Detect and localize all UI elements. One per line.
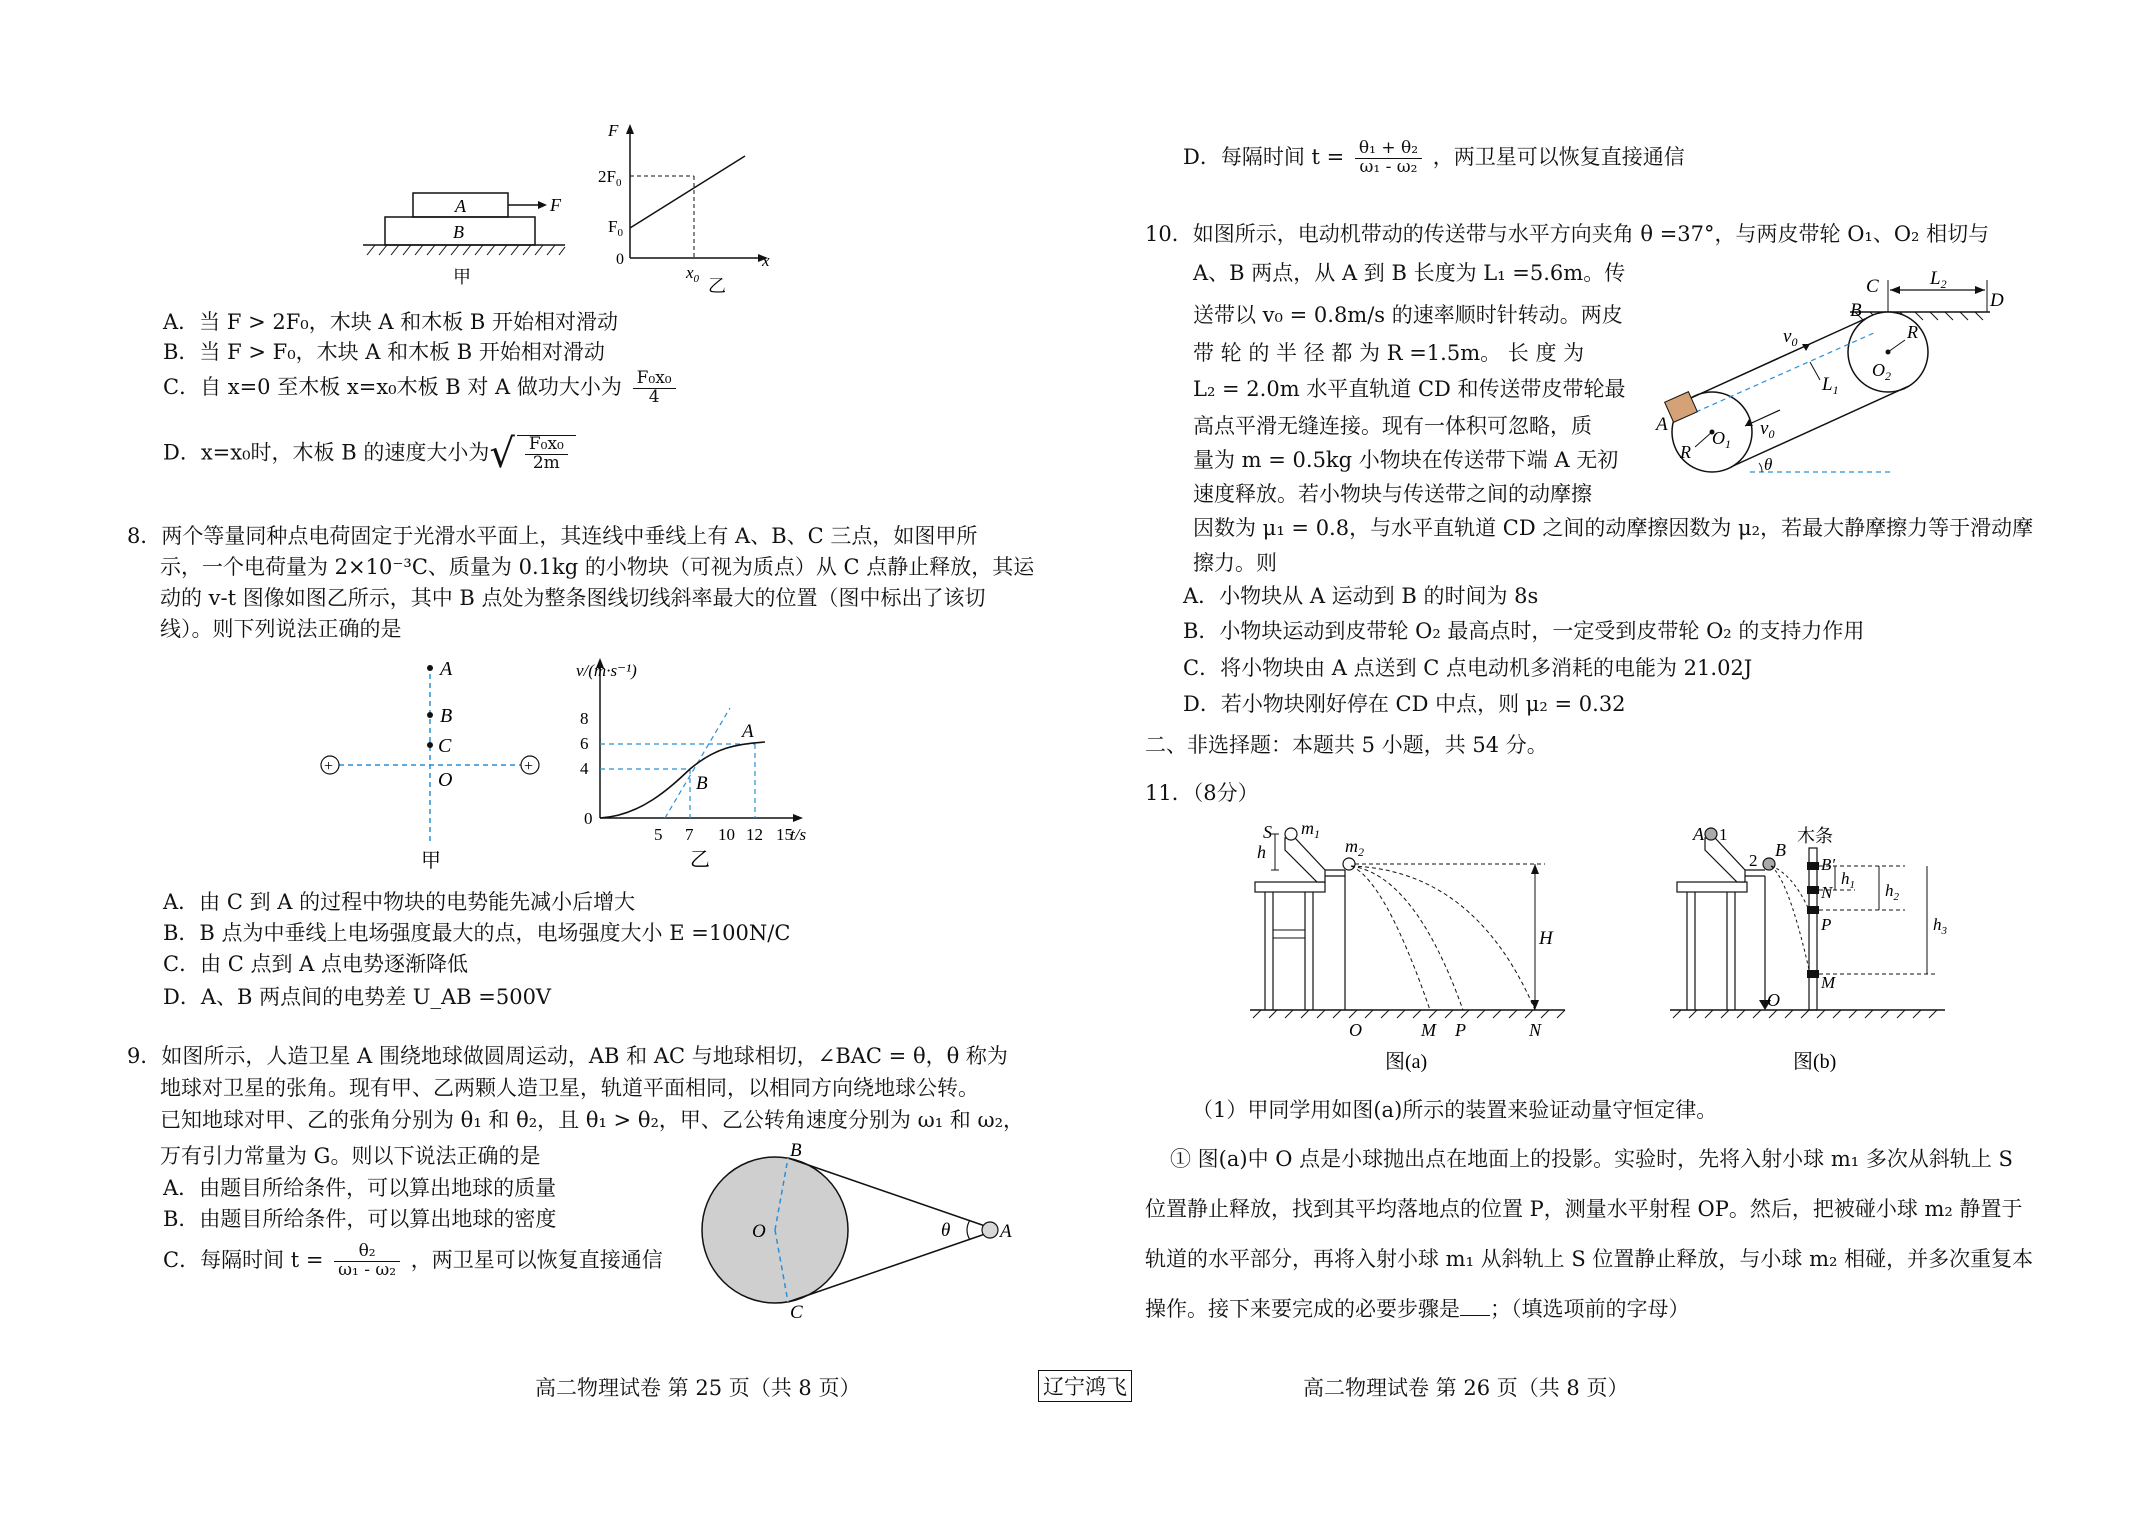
- q11-para-2: 位置静止释放，找到其平均落地点的位置 P，测量水平射程 OP。然后，把被碰小球 m₂ 静置于: [1145, 1197, 2023, 1221]
- q8-stem-1: 8．两个等量同种点电荷固定于光滑水平面上，其连线中垂线上有 A、B、C 三点，如图甲所: [127, 524, 978, 548]
- q8-figure-yi: [570, 648, 830, 873]
- caption-yi: 乙: [690, 849, 710, 871]
- point-o: O: [752, 1221, 766, 1242]
- q9-option-c: [163, 1243, 663, 1280]
- xtick-12: 12: [746, 825, 763, 844]
- q10-figure: [1650, 262, 2035, 492]
- label-l1: $L_1$: [1822, 374, 1839, 397]
- point-b: B: [440, 705, 453, 727]
- q9-option-a: A．由题目所给条件，可以算出地球的质量: [163, 1176, 557, 1200]
- satellite: [982, 1222, 998, 1238]
- q10-full-1: 因数为 μ₁ = 0.8，与水平直轨道 CD 之间的动摩擦因数为 μ₂，若最大静摩擦力等于滑动摩: [1193, 516, 2034, 540]
- numerator: F₀x₀: [525, 436, 568, 455]
- q9-stem-4: 万有引力常量为 G。则以下说法正确的是: [160, 1144, 541, 1168]
- caption-a: 图(a): [1385, 1051, 1428, 1073]
- label-wood: 木条: [1797, 826, 1833, 846]
- footer-right: 高二物理试卷 第 26 页（共 8 页）: [1303, 1376, 1629, 1400]
- denominator: ω₁ - ω₂: [1359, 156, 1418, 177]
- q11-part-1: （1）甲同学用如图(a)所示的装置来验证动量守恒定律。: [1192, 1098, 1718, 1122]
- label-v0-bottom: $v_0$: [1760, 418, 1775, 441]
- point-b: B: [790, 1140, 802, 1161]
- q7-figure-jia: [355, 185, 575, 295]
- q8-stem-2: 示，一个电荷量为 2×10⁻³C、质量为 0.1kg 的小物块（可视为质点）从 C 点静止释放，其运: [160, 555, 1035, 579]
- fraction: [1355, 140, 1422, 177]
- ball-2: [1763, 858, 1775, 870]
- point-c: C: [438, 735, 452, 757]
- q11-figure-b: [1665, 820, 1965, 1080]
- q8-option-d: D．A、B 两点间的电势差 U_AB =500V: [163, 985, 552, 1009]
- tick-2f0: $2F_0$: [598, 167, 622, 189]
- force-line: [630, 156, 745, 228]
- caption-yi: 乙: [708, 276, 726, 296]
- label-h2: $h_2$: [1885, 881, 1899, 903]
- q10-wrap-5: 高点平滑无缝连接。现有一体积可忽略，质: [1193, 414, 1592, 438]
- label-p: P: [1821, 915, 1832, 934]
- label-o: O: [1349, 1020, 1362, 1040]
- label-m1: $m_1$: [1301, 820, 1320, 841]
- q9-option-d-tail: ，两卫星可以恢复直接通信: [1432, 144, 1685, 169]
- fraction: [334, 1243, 400, 1280]
- label-l2: $L_2$: [1930, 268, 1947, 291]
- ytick-6: 6: [580, 734, 589, 753]
- q9-option-d: [1183, 140, 1685, 177]
- q9-option-d-text: D．每隔时间 t =: [1183, 144, 1345, 169]
- q7-option-d-text: D．x=x₀时，木板 B 的速度大小为: [163, 440, 490, 465]
- label-r-left: R: [1680, 442, 1691, 462]
- label-m: M: [1821, 973, 1836, 992]
- label-o1: $O_1$: [1712, 428, 1731, 451]
- label-b-prime: B′: [1821, 855, 1836, 874]
- sqrt-body: [517, 435, 576, 473]
- label-a: A: [455, 196, 466, 216]
- footer-watermark: 辽宁鸿飞: [1038, 1370, 1132, 1402]
- q10-wrap-4: L₂ = 2.0m 水平直轨道 CD 和传送带皮带轮最: [1193, 377, 1626, 401]
- q11-para-4: [1145, 1293, 1690, 1323]
- axis-v: v/(m·s⁻¹): [576, 661, 637, 680]
- q11-figure-a: [1245, 820, 1590, 1080]
- fraction: [633, 370, 676, 407]
- q10-wrap-6: 量为 m = 0.5kg 小物块在传送带下端 A 无初: [1193, 448, 1619, 472]
- q10-wrap-1: A、B 两点，从 A 到 B 长度为 L₁ =5.6m。传: [1193, 261, 1626, 285]
- q9-figure: [690, 1140, 1020, 1320]
- q9-stem-1: 9．如图所示，人造卫星 A 围绕地球做圆周运动，AB 和 AC 与地球相切，∠BAC = θ，θ 称为: [127, 1044, 1008, 1068]
- q7-option-b: B．当 F > F₀，木块 A 和木板 B 开始相对滑动: [163, 340, 605, 364]
- ytick-4: 4: [580, 759, 589, 778]
- q8-option-b: B．B 点为中垂线上电场强度最大的点，电场强度大小 E =100N/C: [163, 921, 791, 945]
- numerator: θ₁ + θ₂: [1355, 140, 1422, 159]
- label-h1: $h_1$: [1841, 869, 1855, 891]
- label-p: P: [1455, 1020, 1466, 1040]
- ball-1: [1705, 828, 1717, 840]
- point-c: C: [790, 1302, 803, 1320]
- q9-option-c-text: C．每隔时间 t =: [163, 1247, 324, 1272]
- label-a: A: [1693, 824, 1704, 844]
- section-2-heading: 二、非选择题：本题共 5 小题，共 54 分。: [1145, 733, 1548, 757]
- label-r-right: R: [1907, 322, 1918, 342]
- q11-para-4-tail: ；（填选项前的字母）: [1490, 1297, 1690, 1321]
- label-v0-top: $v_0$: [1783, 326, 1798, 349]
- point-a: A: [1656, 414, 1668, 435]
- tick-f0: $F_0$: [608, 217, 623, 239]
- xtick-7: 7: [685, 825, 694, 844]
- q10-full-2: 擦力。则: [1193, 551, 1277, 575]
- q9-option-b: B．由题目所给条件，可以算出地球的密度: [163, 1207, 557, 1231]
- point-o: O: [438, 769, 453, 791]
- q8-option-c: C．由 C 点到 A 点电势逐渐降低: [163, 952, 469, 976]
- q8-option-a: A．由 C 到 A 的过程中物块的电势能先减小后增大: [163, 890, 636, 914]
- denominator: 2m: [532, 453, 560, 473]
- denominator: ω₁ - ω₂: [338, 1259, 397, 1280]
- ball-m2: [1343, 858, 1355, 870]
- q10-wrap-3: 带 轮 的 半 径 都 为 R =1.5m。 长 度 为: [1193, 341, 1585, 365]
- label-b: B: [453, 222, 464, 242]
- origin: 0: [616, 251, 624, 268]
- xtick-10: 10: [718, 825, 735, 844]
- xtick-15: 15: [776, 825, 793, 844]
- q11-para-4-text: 操作。接下来要完成的必要步骤是: [1145, 1297, 1460, 1321]
- angle-theta: θ: [1764, 455, 1773, 474]
- q7-option-d: [163, 431, 576, 477]
- label-o2: $O_2$: [1872, 360, 1891, 383]
- q10-option-b: B．小物块运动到皮带轮 O₂ 最高点时，一定受到皮带轮 O₂ 的支持力作用: [1183, 619, 1865, 643]
- q10-option-d: D．若小物块刚好停在 CD 中点，则 μ₂ = 0.32: [1183, 692, 1626, 716]
- answer-blank[interactable]: [1460, 1315, 1490, 1316]
- axis-f: F: [608, 121, 619, 140]
- axis-t: t/s: [790, 825, 807, 844]
- q11-para-3: 轨道的水平部分，再将入射小球 m₁ 从斜轨上 S 位置静止释放，与小球 m₂ 相碰，并多次重复本: [1145, 1247, 2034, 1271]
- q7-option-c-text: C．自 x=0 至木板 x=x₀木板 B 对 A 做功大小为: [163, 374, 622, 399]
- q10-option-c: C．将小物块由 A 点送到 C 点电动机多消耗的电能为 21.02J: [1183, 656, 1753, 680]
- q7-option-c: [163, 370, 680, 407]
- label-o: O: [1767, 990, 1780, 1010]
- q10-stem-1: 10．如图所示，电动机带动的传送带与水平方向夹角 θ =37°，与两皮带轮 O₁、O₂ 相切与: [1145, 222, 1990, 246]
- point-a: A: [742, 721, 754, 742]
- label-2: 2: [1749, 851, 1758, 870]
- q8-figure-jia: [310, 655, 555, 870]
- caption-jia: 甲: [421, 850, 441, 870]
- q7-figure-yi: [590, 120, 790, 300]
- label-h: h: [1257, 842, 1266, 862]
- numerator: θ₂: [334, 1243, 400, 1262]
- label-s: S: [1263, 822, 1272, 842]
- caption-jia: 甲: [453, 267, 471, 287]
- label-n: N: [1529, 1020, 1542, 1040]
- label-m2: $m_2$: [1345, 836, 1364, 859]
- xtick-5: 5: [654, 825, 663, 844]
- label-b: B: [1775, 840, 1786, 860]
- axis-x: x: [762, 251, 770, 270]
- label-1: 1: [1719, 825, 1728, 844]
- origin: 0: [584, 809, 593, 828]
- point-d: D: [1990, 290, 2004, 311]
- label-h3: $h_3$: [1933, 915, 1947, 937]
- angle-theta: θ: [941, 1220, 951, 1241]
- tick-x0: $x_0$: [686, 263, 700, 285]
- q8-stem-3: 动的 v-t 图像如图乙所示，其中 B 点处为整条图线切线斜率最大的位置（图中标出了该切: [160, 586, 986, 610]
- point-a: A: [440, 658, 453, 680]
- q10-wrap-7: 速度释放。若小物块与传送带之间的动摩擦: [1193, 482, 1592, 506]
- q8-stem-4: 线）。则下列说法正确的是: [160, 617, 402, 641]
- charge-right-plus: +: [524, 758, 534, 775]
- point-b: B: [696, 773, 708, 794]
- q9-option-c-tail: ，两卫星可以恢复直接通信: [410, 1247, 663, 1272]
- wood-strip: [1809, 848, 1817, 1010]
- ytick-8: 8: [580, 709, 589, 728]
- sqrt-icon: √: [489, 431, 515, 477]
- q9-stem-3: 已知地球对甲、乙的张角分别为 θ₁ 和 θ₂，且 θ₁ > θ₂，甲、乙公转角速度分别为 ω₁ 和 ω₂，: [160, 1108, 1025, 1132]
- label-big-h: H: [1539, 928, 1553, 949]
- charge-left-plus: +: [324, 758, 334, 775]
- caption-b: 图(b): [1793, 1051, 1837, 1073]
- label-n: N: [1821, 883, 1833, 902]
- label-m: M: [1421, 1020, 1436, 1040]
- point-c: C: [1866, 276, 1879, 297]
- numerator: F₀x₀: [633, 370, 676, 389]
- q9-stem-2: 地球对卫星的张角。现有甲、乙两颗人造卫星，轨道平面相同，以相同方向绕地球公转。: [160, 1076, 979, 1100]
- denominator: 4: [648, 386, 660, 407]
- label-f: F: [550, 195, 561, 215]
- q10-wrap-2: 送带以 v₀ = 0.8m/s 的速率顺时针转动。两皮: [1193, 303, 1623, 327]
- q10-option-a: A．小物块从 A 运动到 B 的时间为 8s: [1183, 584, 1539, 608]
- point-b: B: [1850, 300, 1862, 321]
- q11-para-1: ① 图(a)中 O 点是小球抛出点在地面上的投影。实验时，先将入射小球 m₁ 多次从斜轨上 S: [1170, 1147, 2013, 1171]
- q11-heading: 11．（8分）: [1145, 781, 1259, 805]
- vt-curve: [600, 742, 765, 818]
- footer-left: 高二物理试卷 第 25 页（共 8 页）: [535, 1376, 861, 1400]
- fraction: [525, 436, 568, 473]
- point-a: A: [1000, 1221, 1012, 1242]
- ball-m1: [1285, 828, 1297, 840]
- q7-option-a: A．当 F > 2F₀，木块 A 和木板 B 开始相对滑动: [163, 310, 619, 334]
